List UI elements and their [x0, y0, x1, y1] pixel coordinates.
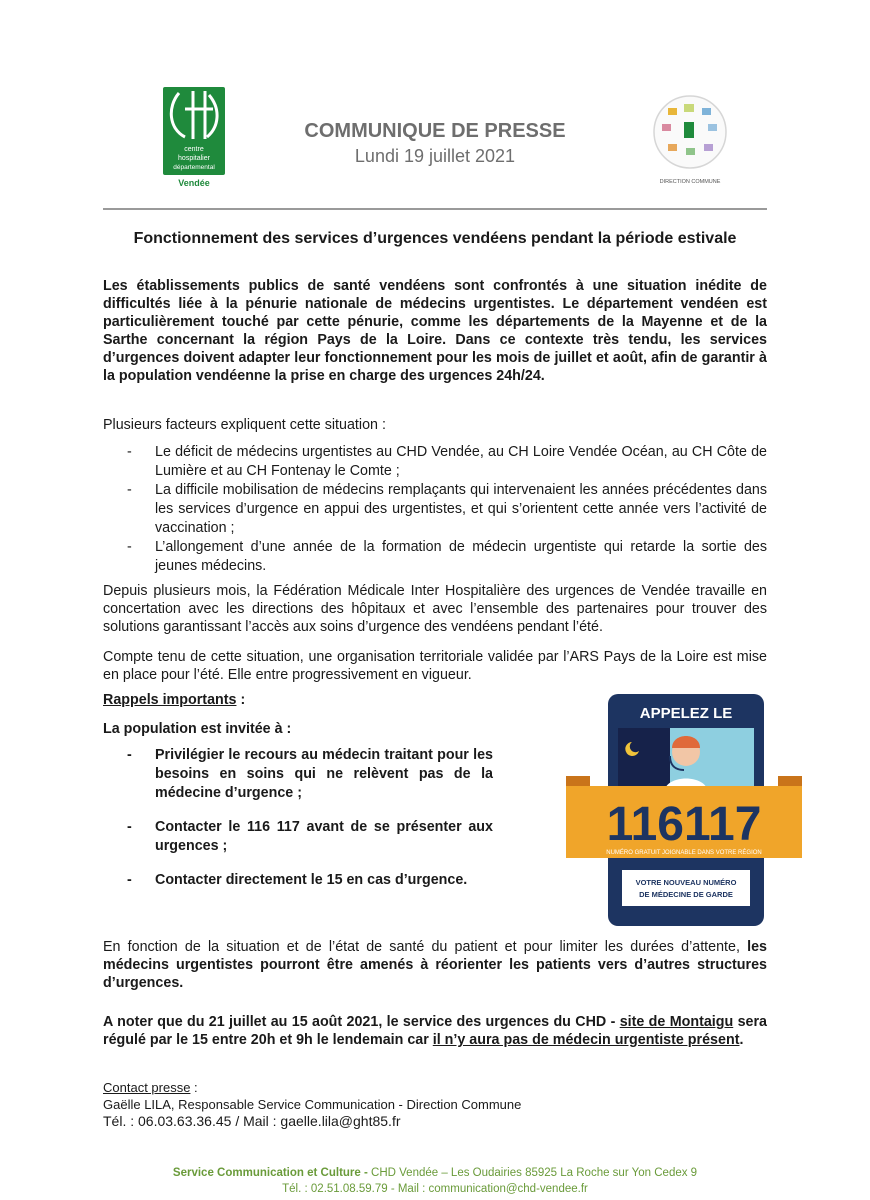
footer-address: CHD Vendée – Les Oudairies 85925 La Roche sur Yon Cedex 9 [367, 1167, 698, 1179]
contact-label-colon: : [190, 1080, 198, 1095]
ad-phone-number: 116117 [606, 798, 762, 851]
contact-name: Gaëlle LILA, Responsable Service Communication - Direction Commune [103, 1097, 522, 1112]
phone-doctor-icon [560, 690, 808, 930]
reorientation-paragraph [103, 938, 767, 992]
footer-line-2: Tél. : 02.51.08.59.79 - Mail : communication@chd-vendee.fr [282, 1183, 588, 1195]
factors-list [103, 443, 767, 576]
montaigu-notice [103, 1013, 767, 1049]
factor-item: - L’allongement d’une année de la formation de médecin urgentiste qui retarde la sortie des jeunes médecins. [103, 538, 767, 576]
ad-bottom-line-1: VOTRE NOUVEAU NUMÉRO [635, 878, 737, 887]
header-divider [103, 208, 767, 210]
invite-list [103, 746, 493, 905]
page-footer [0, 1165, 870, 1197]
invite-item: - Contacter directement le 15 en cas d’urgence. [103, 871, 493, 890]
intro-paragraph: Les établissements publics de santé vendéens sont confrontés à une situation inédite de difficultés liée à la pénurie nationale de médecins urgentistes. Le département vendéen est particulièrement touché par cette pénurie, comme les départements de la Mayenne et de la Sarthe concernant la région Pays de la Loire. Dans ce contexte très tendu, les services d’urgences doivent adapter leur fonctionnement pour les mois de juillet et août, afin de garantir à la population vendéenne la prise en charge des urgences 24h/24. [103, 278, 767, 384]
invite-item: - Privilégier le recours au médecin traitant pour les besoins en soins qui ne relèvent pas de la médecine d’urgence ; [103, 746, 493, 803]
116117-campaign-image [560, 690, 808, 930]
reorientation-bold-text: les médecins urgentistes pourront être amenés à réorienter les patients vers d’autres structures d’urgences. [103, 939, 767, 991]
notice-end: . [739, 1032, 744, 1048]
footer-service: Service Communication et Culture - [172, 1167, 368, 1179]
notice-part-2: sera régulé par le 15 entre 20h et 9h le lendemain car [103, 1014, 767, 1048]
invite-heading: La population est invitée à : [103, 721, 292, 737]
logo-caption: Vendée [178, 178, 210, 188]
factor-item: - Le déficit de médecins urgentistes au CHD Vendée, au CH Loire Vendée Océan, au CH Côte de Lumière et au CH Fontenay le Comte ; [103, 443, 767, 481]
factor-item: - La difficile mobilisation de médecins remplaçants qui intervenaient les années précédentes dans les services d’urgence en appui des urgentistes, et qui s’orientent cette année vers l’activité de vaccination ; [103, 481, 767, 538]
press-contact [103, 1079, 521, 1130]
hospital-network-icon [648, 92, 732, 187]
notice-site: site de Montaigu [619, 1014, 734, 1030]
notice-part-1: A noter que du 21 juillet au 15 août 2021, le service des urgences du CHD - [103, 1014, 620, 1030]
direction-commune-caption: DIRECTION COMMUNE [659, 179, 721, 185]
rappels-heading [103, 692, 245, 708]
ad-band-text: NUMÉRO GRATUIT JOIGNABLE DANS VOTRE RÉGION [606, 850, 762, 856]
logo-mark-icon [163, 87, 225, 175]
rappels-label: Rappels importants [103, 692, 237, 708]
footer-line-1 [0, 1165, 870, 1181]
invite-item: - Contacter le 116 117 avant de se présenter aux urgences ; [103, 818, 493, 856]
press-release-date: Lundi 19 juillet 2021 [354, 146, 516, 166]
contact-phone-mail: Tél. : 06.03.63.36.45 / Mail : gaelle.lila@ght85.fr [103, 1113, 401, 1129]
rappels-colon: : [236, 692, 246, 708]
factors-intro: Plusieurs facteurs expliquent cette situation : [103, 417, 386, 433]
press-release-title: COMMUNIQUE DE PRESSE [304, 120, 566, 142]
release-heading: Fonctionnement des services d’urgences vendéens pendant la période estivale [133, 230, 737, 247]
logo-emblem [163, 87, 225, 175]
contact-label-line [103, 1079, 521, 1096]
federation-paragraph: Depuis plusieurs mois, la Fédération Médicale Inter Hospitalière des urgences de Vendée travaille en concertation avec les directions des hôpitaux et avec l’ensemble des partenaires pour trouver des solutions garantissant l’accès aux soins d’urgence des vendéens pendant l’été. [103, 583, 767, 635]
contact-label: Contact presse [103, 1080, 191, 1095]
logo-word-3: départemental [173, 164, 215, 171]
logo-word-2: hospitalier [178, 155, 210, 162]
ad-top-text: APPELEZ LE [639, 705, 733, 722]
notice-absence: il n’y aura pas de médecin urgentiste présent [432, 1032, 740, 1048]
ad-bottom-line-2: DE MÉDECINE DE GARDE [639, 890, 733, 899]
reorientation-text: En fonction de la situation et de l’état de santé du patient et pour limiter les durées d’attente, [103, 939, 748, 955]
chd-vendee-logo [163, 87, 225, 187]
direction-commune-logo [648, 92, 732, 187]
organisation-paragraph: Compte tenu de cette situation, une organisation territoriale validée par l’ARS Pays de la Loire est mise en place pour l’été. Elle entre progressivement en vigueur. [103, 649, 767, 683]
logo-word-1: centre [184, 146, 204, 153]
